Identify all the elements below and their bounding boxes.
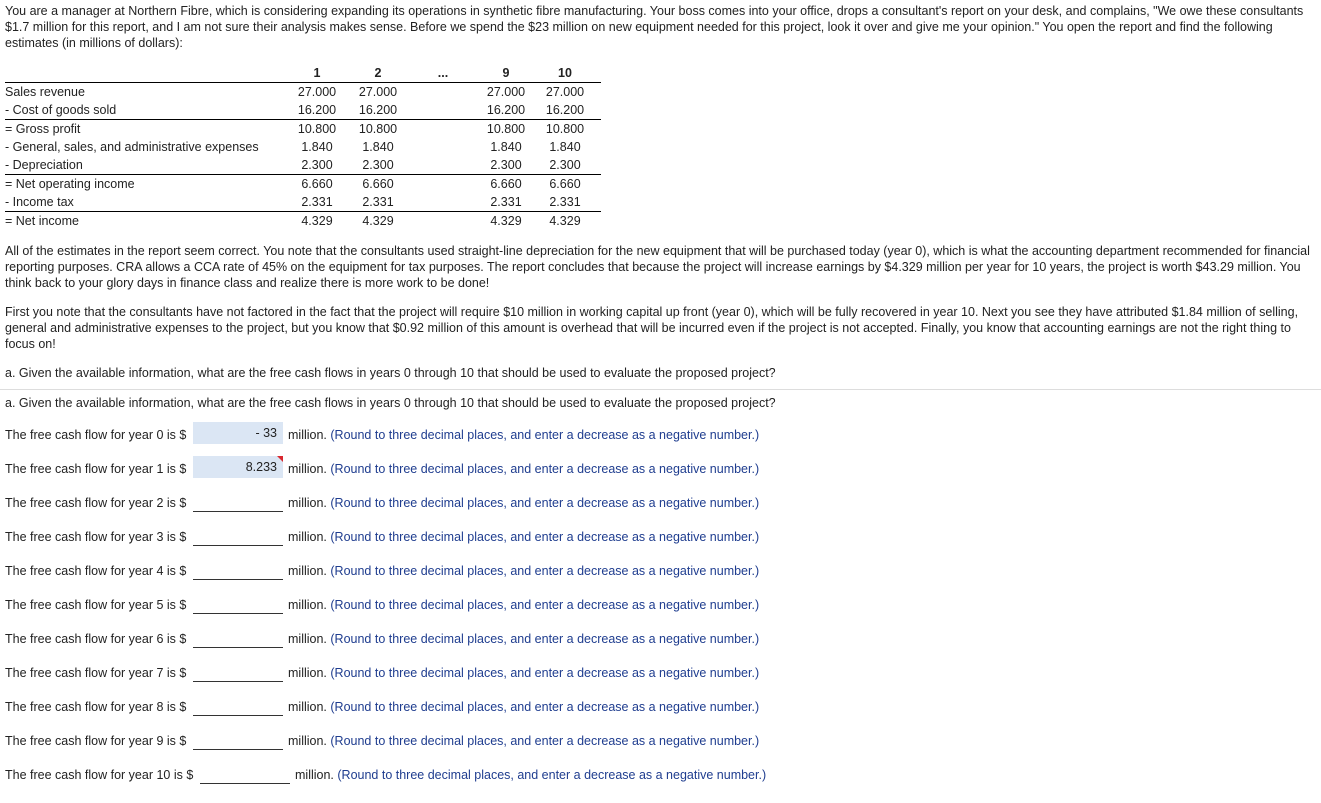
fcf-label: The free cash flow for year 6 is $ [5, 632, 187, 646]
fcf-input-value: 8.233 [245, 460, 277, 474]
table-cell: 27.000 [297, 85, 337, 99]
table-cell: 27.000 [545, 85, 585, 99]
fcf-label: The free cash flow for year 5 is $ [5, 598, 187, 612]
table-cell: 2.331 [490, 195, 522, 209]
fcf-label: The free cash flow for year 8 is $ [5, 700, 187, 714]
fcf-label: The free cash flow for year 1 is $ [5, 462, 187, 476]
fcf-unit: million. [295, 768, 334, 782]
fcf-hint: (Round to three decimal places, and enter a decrease as a negative number.) [330, 734, 760, 748]
section-divider [0, 389, 1321, 390]
fcf-input-year-3[interactable] [193, 524, 283, 546]
table-cell: 2.331 [362, 195, 394, 209]
table-cell: 16.200 [297, 103, 337, 117]
fcf-note [288, 598, 759, 612]
question-a: a. Given the available information, what are the free cash flows in years 0 through 10 that should be used to evaluate the proposed project? [5, 366, 776, 380]
fcf-note [295, 768, 766, 782]
fcf-note [288, 564, 759, 578]
table-cell: 1.840 [549, 140, 581, 154]
fcf-input-year-8[interactable] [193, 694, 283, 716]
table-cell: 4.329 [549, 214, 581, 228]
fcf-input-year-2[interactable] [193, 490, 283, 512]
question-a-repeat: a. Given the available information, what are the free cash flows in years 0 through 10 that should be used to evaluate the proposed project? [5, 396, 776, 410]
fcf-hint: (Round to three decimal places, and enter a decrease as a negative number.) [330, 428, 760, 442]
fcf-unit: million. [288, 598, 327, 612]
fcf-input-year-9[interactable] [193, 728, 283, 750]
fcf-hint: (Round to three decimal places, and enter a decrease as a negative number.) [330, 496, 760, 510]
fcf-unit: million. [288, 734, 327, 748]
table-cell: 2.331 [549, 195, 581, 209]
fcf-note [288, 632, 759, 646]
fcf-unit: million. [288, 700, 327, 714]
fcf-hint: (Round to three decimal places, and enter a decrease as a negative number.) [330, 666, 760, 680]
fcf-unit: million. [288, 428, 327, 442]
table-cell: 27.000 [486, 85, 526, 99]
table-row-label: Sales revenue [5, 85, 85, 99]
table-row-label: = Gross profit [5, 122, 81, 136]
fcf-note [288, 530, 759, 544]
fcf-unit: million. [288, 496, 327, 510]
table-cell: 10.800 [297, 122, 337, 136]
table-cell: 10.800 [358, 122, 398, 136]
fcf-unit: million. [288, 632, 327, 646]
fcf-hint: (Round to three decimal places, and enter a decrease as a negative number.) [330, 700, 760, 714]
fcf-note [288, 496, 759, 510]
fcf-label: The free cash flow for year 7 is $ [5, 666, 187, 680]
col-header-1: 1 [313, 66, 321, 80]
table-row-label: - General, sales, and administrative expenses [5, 140, 259, 154]
table-subtotal-rule [5, 211, 601, 212]
fcf-input-year-10[interactable] [200, 762, 290, 784]
fcf-label: The free cash flow for year 10 is $ [5, 768, 194, 782]
table-header-rule [5, 82, 601, 83]
table-cell: 16.200 [486, 103, 526, 117]
fcf-hint: (Round to three decimal places, and enter a decrease as a negative number.) [330, 530, 760, 544]
fcf-note [288, 462, 759, 476]
fcf-hint: (Round to three decimal places, and enter a decrease as a negative number.) [337, 768, 767, 782]
incorrect-flag-icon [277, 456, 283, 462]
fcf-note [288, 666, 759, 680]
table-cell: 27.000 [358, 85, 398, 99]
table-cell: 4.329 [301, 214, 333, 228]
fcf-unit: million. [288, 462, 327, 476]
fcf-hint: (Round to three decimal places, and enter a decrease as a negative number.) [330, 564, 760, 578]
col-header-10: 10 [558, 66, 572, 80]
table-row-label: - Depreciation [5, 158, 83, 172]
col-header-2: 2 [374, 66, 382, 80]
table-cell: 6.660 [301, 177, 333, 191]
problem-intro: You are a manager at Northern Fibre, which is considering expanding its operations in synthetic fibre manufacturing. Your boss comes into your office, drops a consultant's report on your desk, and complains, "We owe these consultants $1.7 million for this report, and I am not sure their analysis makes sense. Before we spend the $23 million on new equipment needed for this project, look it over and give me your opinion." You open the report and find the following estimates (in millions of dollars): [5, 4, 1304, 50]
table-cell: 6.660 [362, 177, 394, 191]
table-cell: 16.200 [358, 103, 398, 117]
table-cell: 2.300 [362, 158, 394, 172]
table-cell: 1.840 [490, 140, 522, 154]
fcf-note [288, 428, 759, 442]
table-cell: 6.660 [549, 177, 581, 191]
table-cell: 2.300 [549, 158, 581, 172]
fcf-note [288, 700, 759, 714]
table-subtotal-rule [5, 119, 601, 120]
table-row-label: = Net operating income [5, 177, 135, 191]
fcf-hint: (Round to three decimal places, and enter a decrease as a negative number.) [330, 632, 760, 646]
problem-paragraph-2: All of the estimates in the report seem correct. You note that the consultants used straight-line depreciation for the new equipment that will be purchased today (year 0), which is what the accounting department recommended for financial reporting purposes. CRA allows a CCA rate of 45% on the equipment for tax purposes. The report concludes that because the project will increase earnings by $4.329 million per year for 10 years, the project is worth $43.29 million. You think back to your glory days in finance class and realize there is more work to be done! [5, 244, 1310, 290]
fcf-input-year-7[interactable] [193, 660, 283, 682]
table-cell: 2.331 [301, 195, 333, 209]
fcf-label: The free cash flow for year 2 is $ [5, 496, 187, 510]
fcf-unit: million. [288, 564, 327, 578]
fcf-input-year-6[interactable] [193, 626, 283, 648]
fcf-input-value: - 33 [255, 426, 277, 440]
table-cell: 4.329 [362, 214, 394, 228]
table-subtotal-rule [5, 174, 601, 175]
fcf-label: The free cash flow for year 9 is $ [5, 734, 187, 748]
fcf-input-year-4[interactable] [193, 558, 283, 580]
col-header-ellipsis: ... [437, 66, 449, 80]
table-cell: 16.200 [545, 103, 585, 117]
fcf-hint: (Round to three decimal places, and enter a decrease as a negative number.) [330, 462, 760, 476]
fcf-note [288, 734, 759, 748]
fcf-label: The free cash flow for year 0 is $ [5, 428, 187, 442]
table-cell: 4.329 [490, 214, 522, 228]
fcf-unit: million. [288, 666, 327, 680]
table-row-label: - Income tax [5, 195, 74, 209]
table-cell: 2.300 [301, 158, 333, 172]
fcf-input-year-1[interactable] [193, 456, 283, 478]
fcf-unit: million. [288, 530, 327, 544]
fcf-hint: (Round to three decimal places, and enter a decrease as a negative number.) [330, 598, 760, 612]
fcf-input-year-5[interactable] [193, 592, 283, 614]
table-cell: 10.800 [486, 122, 526, 136]
col-header-9: 9 [502, 66, 510, 80]
problem-paragraph-3: First you note that the consultants have not factored in the fact that the project will require $10 million in working capital up front (year 0), which will be fully recovered in year 10. Next you see they have attributed $1.84 million of selling, general and administrative expenses to the project, but you know that $0.92 million of this amount is overhead that will be incurred even if the project is not accepted. Finally, you know that accounting earnings are not the right thing to focus on! [5, 305, 1299, 351]
table-cell: 10.800 [545, 122, 585, 136]
table-cell: 6.660 [490, 177, 522, 191]
table-row-label: = Net income [5, 214, 79, 228]
table-row-label: - Cost of goods sold [5, 103, 117, 117]
fcf-label: The free cash flow for year 3 is $ [5, 530, 187, 544]
table-cell: 2.300 [490, 158, 522, 172]
fcf-label: The free cash flow for year 4 is $ [5, 564, 187, 578]
table-cell: 1.840 [301, 140, 333, 154]
fcf-input-year-0[interactable] [193, 422, 283, 444]
table-cell: 1.840 [362, 140, 394, 154]
